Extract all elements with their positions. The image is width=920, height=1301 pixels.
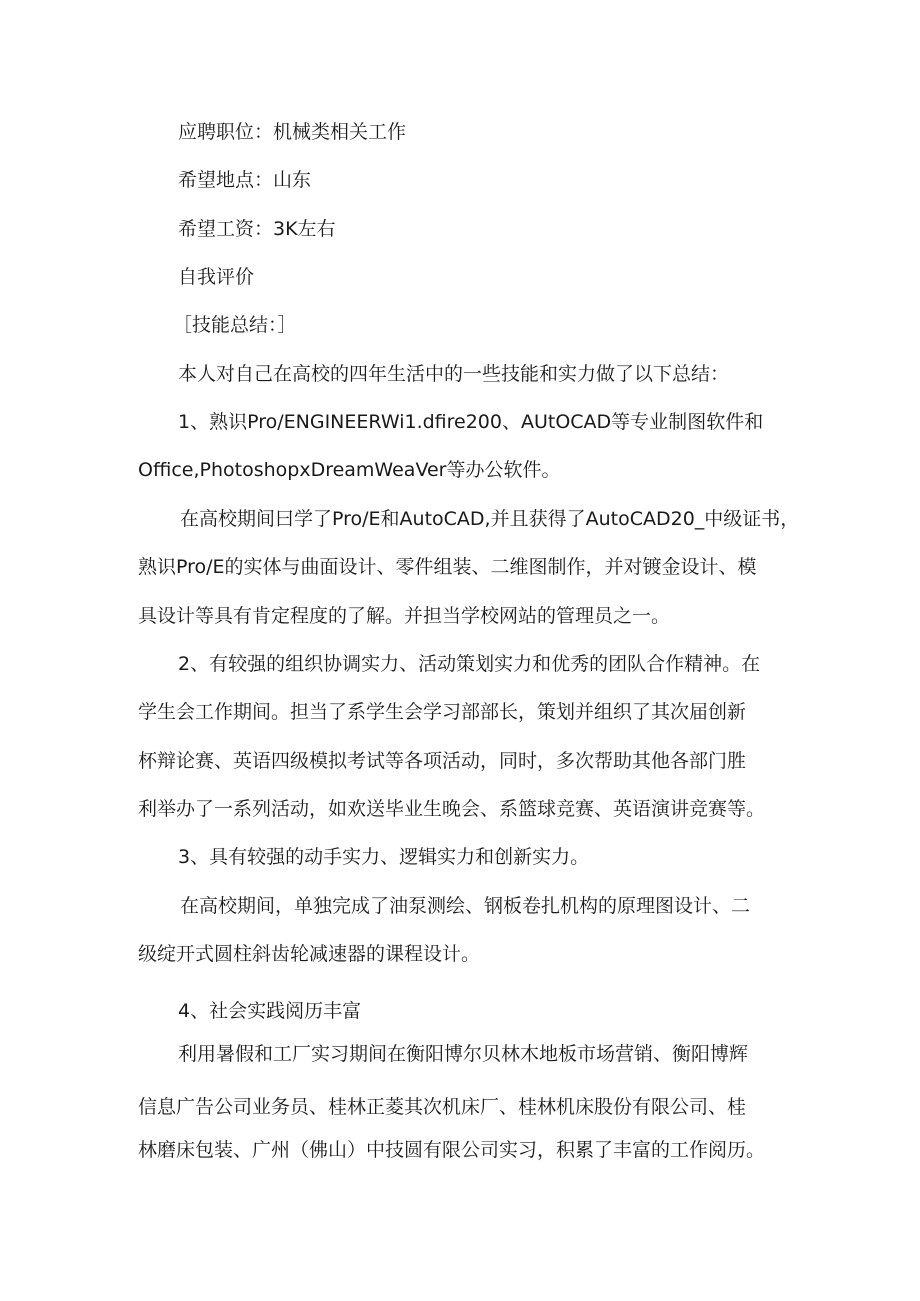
text-line: 信息广告公司业务员、桂林正菱其次机床厂、桂林机床股份有限公司、桂 xyxy=(138,1096,747,1118)
text-line: 学生会工作期间。担当了系学生会学习部部长，策划并组织了其次届创新 xyxy=(138,701,747,723)
text-line: 利用暑假和工厂实习期间在衡阳博尔贝林木地板市场营销、衡阳博辉 xyxy=(178,1043,749,1065)
text-line: 具设计等具有肯定程度的了解。并担当学校网站的管理员之一。 xyxy=(138,605,671,627)
text-line-expected-salary: 希望工资：3K左右 xyxy=(178,218,336,240)
text-line: 利举办了一系列活动，如欢送毕业生晚会、系篮球竞赛、英语演讲竞赛等。 xyxy=(138,798,766,820)
section-heading-social-practice: 4、社会实践阅历丰富 xyxy=(178,1000,362,1022)
text-line: 1、熟识Pro/ENGINEERWi1.dfire200、AUtOCAD等专业制图软件和 xyxy=(178,411,764,433)
text-line: Office,PhotoshopxDreamWeaVer等办公软件。 xyxy=(138,459,561,481)
text-line-preferred-location: 希望地点：山东 xyxy=(178,169,312,191)
text-line: 2、有较强的组织协调实力、活动策划实力和优秀的团队合作精神。在 xyxy=(178,653,761,675)
text-line: 杯辩论赛、英语四级模拟考试等各项活动，同时，多次帮助其他各部门胜 xyxy=(138,750,747,772)
text-line-job-position: 应聘职位：机械类相关工作 xyxy=(178,121,407,143)
text-line: 在高校期间，单独完成了油泵测绘、钢板卷扎机构的原理图设计、二 xyxy=(180,895,751,917)
section-heading-self-evaluation: 自我评价 xyxy=(178,266,255,288)
text-line: 级绽开式圆柱斜齿轮减速器的课程设计。 xyxy=(138,943,481,965)
text-line: 熟识Pro/E的实体与曲面设计、零件组装、二维图制作，并对镀金设计、模 xyxy=(138,556,757,578)
text-line: 本人对自己在高校的四年生活中的一些技能和实力做了以下总结： xyxy=(178,363,730,385)
section-heading-skills-summary: ［技能总结：］ xyxy=(173,314,297,336)
text-line: 在高校期间曰学了Pro/E和AutoCAD,并且获得了AutoCAD20_中级证书， xyxy=(180,508,800,530)
text-line: 林磨床包装、广州（佛山）中技圆有限公司实习，积累了丰富的工作阅历。 xyxy=(138,1139,766,1161)
text-line: 3、具有较强的动手实力、逻辑实力和创新实力。 xyxy=(178,846,590,868)
